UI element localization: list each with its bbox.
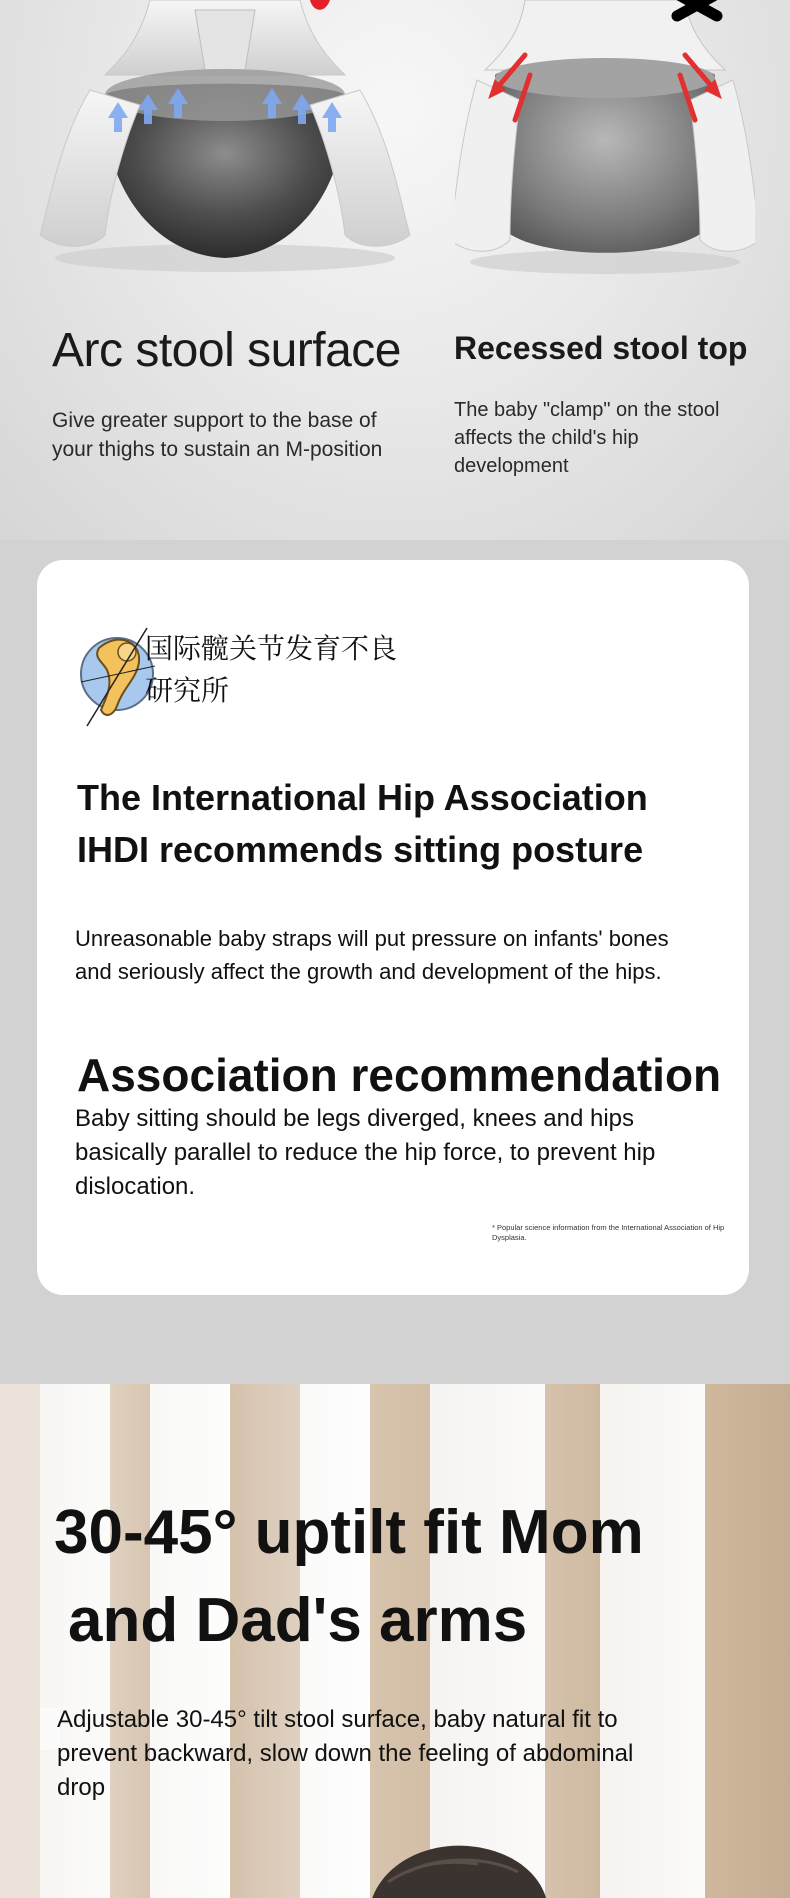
uptilt-title-line2: and Dad's arms [68, 1586, 528, 1655]
uptilt-title [54, 1489, 674, 1665]
arc-stool-description: Give greater support to the base of your thighs to sustain an M-position [52, 409, 383, 461]
association-recommendation-heading: Association recommendation [77, 1049, 722, 1101]
recessed-stool-description: The baby "clamp" on the stool affects the child's hip development [454, 399, 720, 477]
arc-stool-title: Arc stool surface [52, 324, 401, 377]
card-warning-text: Unreasonable baby straps will put pressure on infants' bones and seriously affect the growth and development of the hips. [75, 926, 669, 984]
parent-hair-figure [358, 1842, 558, 1898]
source-footnote: * Popular science information from the International Association of Hip Dysplasia. [492, 1223, 725, 1242]
cross-mark-icon [677, 0, 717, 16]
ihdi-recommendation-card [37, 560, 749, 1295]
organization-name: 国际髋关节发育不良研究所 [145, 632, 398, 707]
uptilt-title-line1: 30-45° uptilt fit Mom [54, 1498, 644, 1567]
recessed-stool-figure [455, 0, 755, 290]
recessed-stool-title: Recessed stool top [454, 330, 748, 366]
stool-comparison-section [0, 0, 790, 540]
uptilt-description: Adjustable 30-45° tilt stool surface, baby natural fit to prevent backward, slow down the feeling of abdominal drop [57, 1706, 634, 1801]
card-title: The International Hip Association IHDI recommends sitting posture [77, 777, 648, 870]
association-recommendation-text: Baby sitting should be legs diverged, knees and hips basically parallel to reduce the hip force, to prevent hip dislocation. [75, 1105, 656, 1200]
arc-stool-figure [30, 0, 420, 290]
